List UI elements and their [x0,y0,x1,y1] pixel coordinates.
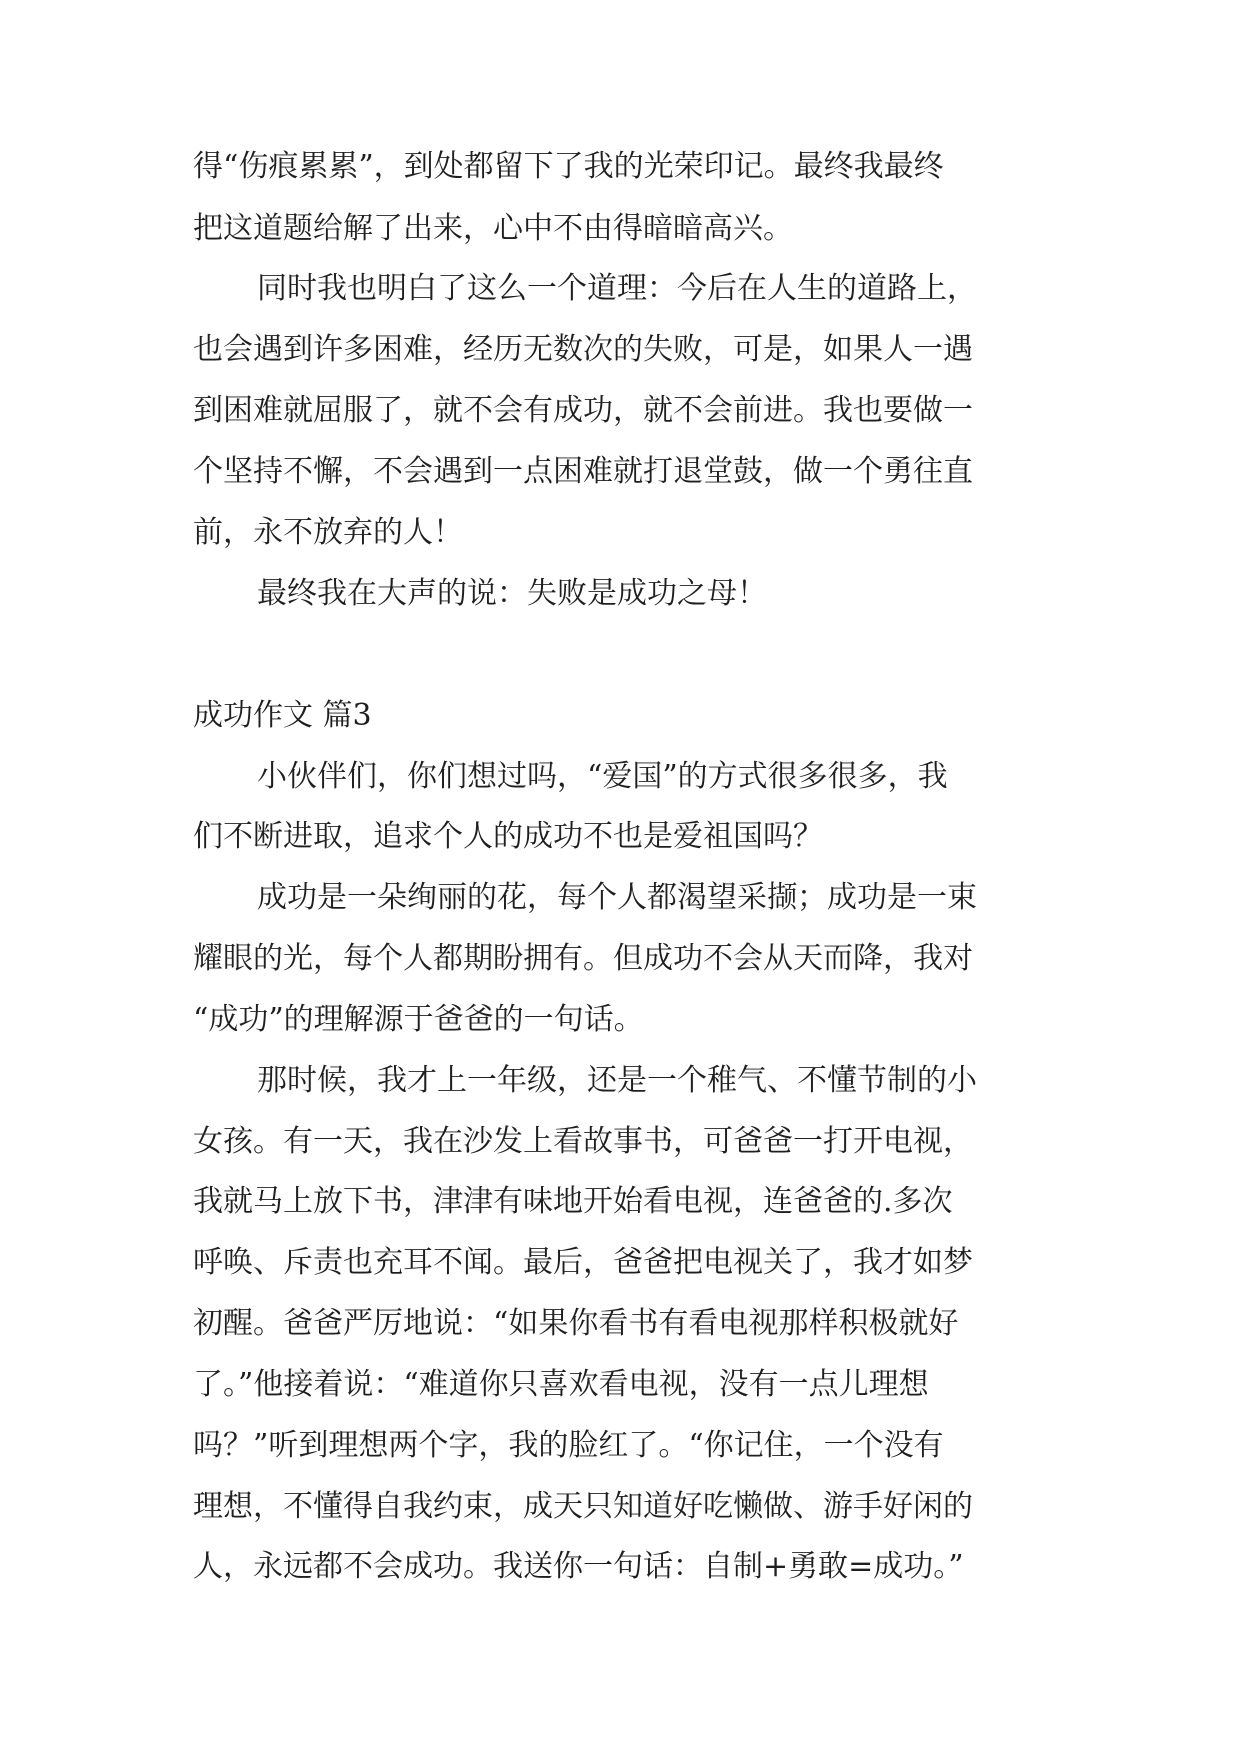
paragraph-start-line: 成功是一朵绚丽的花，每个人都渴望采撷；成功是一束 [257,880,977,915]
paragraph-start-line: 同时我也明白了这么一个道理：今后在人生的道路上， [257,271,977,306]
text-line: 理想，不懂得自我约束，成天只知道好吃懒做、游手好闲的 [193,1489,973,1524]
text-line: 也会遇到许多困难，经历无数次的失败，可是，如果人一遇 [193,332,973,367]
text-line: “成功”的理解源于爸爸的一句话。 [193,1002,644,1037]
text-line: 得“伤痕累累”，到处都留下了我的光荣印记。最终我最终 [193,149,944,184]
text-line: 们不断进取，追求个人的成功不也是爱祖国吗？ [193,819,823,854]
text-line: 女孩。有一天，我在沙发上看故事书，可爸爸一打开电视， [193,1124,973,1159]
paragraph-start-line: 那时候，我才上一年级，还是一个稚气、不懂节制的小 [257,1063,977,1098]
text-line: 呼唤、斥责也充耳不闻。最后，爸爸把电视关了，我才如梦 [193,1245,973,1280]
text-line: 我就马上放下书，津津有味地开始看电视，连爸爸的.多次 [193,1184,953,1219]
text-line: 耀眼的光，每个人都期盼拥有。但成功不会从天而降，我对 [193,941,973,976]
section-heading: 成功作文 篇3 [193,698,372,733]
text-line: 吗？”听到理想两个字，我的脸红了。“你记住，一个没有 [193,1428,944,1463]
paragraph-start-line: 最终我在大声的说：失败是成功之母！ [257,576,767,611]
paragraph-start-line: 小伙伴们，你们想过吗，“爱国”的方式很多很多，我 [257,759,948,794]
text-line: 把这道题给解了出来，心中不由得暗暗高兴。 [193,211,793,246]
text-line: 初醒。爸爸严厉地说：“如果你看书有看电视那样积极就好 [193,1306,959,1341]
text-line: 个坚持不懈，不会遇到一点困难就打退堂鼓，做一个勇往直 [193,454,973,489]
text-line: 前，永不放弃的人！ [193,515,463,550]
text-line: 了。”他接着说：“难道你只喜欢看电视，没有一点儿理想 [193,1367,929,1402]
text-line: 到困难就屈服了，就不会有成功，就不会前进。我也要做一 [193,393,973,428]
text-line: 人，永远都不会成功。我送你一句话：自制+勇敢=成功。” [193,1549,964,1584]
